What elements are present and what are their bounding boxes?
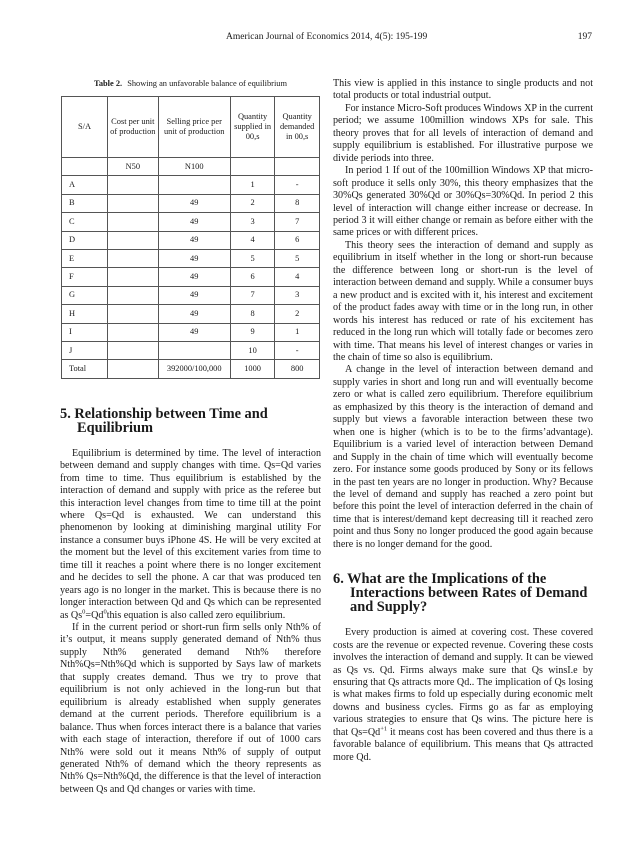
- table-cell: 49: [158, 268, 230, 286]
- table-caption-text: Showing an unfavorable balance of equilibrium: [127, 79, 287, 88]
- section-5-paragraph-2: If in the current period or short-run firm sells only Nth% of it’s output, it means supply generated demand of Nth% thus supply Nth% generated demand Nth% therefore Nth%Qs=Nth%Qd which is supported by Says law of markets that supply creates demand. Thus we try to prove that equilibrium is not only achieved in the long-run but that equilibrium is already established when supply generates demand at the current periods. Therefore equilibrium is a balance. Thus when forces interact there is a balance that varies with each stage of interaction, therefore if out of 1000 cars Nth% were sold out it means Nth% of supply of output generated Nth% of demand which the theory represents as Nth% Qs=Nth%Qd, the difference is that the level of interaction between Qs and Qd changes or varies with time.: [60, 622, 321, 795]
- table-cell: [108, 341, 158, 359]
- table-cell: 2: [275, 305, 320, 323]
- table-label: Table 2.: [94, 79, 123, 88]
- table-cell: [158, 176, 230, 194]
- table-cell: 49: [158, 305, 230, 323]
- table-cell: [275, 158, 320, 176]
- page-number: 197: [577, 32, 592, 42]
- table-cell: 4: [230, 231, 274, 249]
- journal-citation: American Journal of Economics 2014, 4(5): 195-199: [226, 32, 428, 42]
- superscript: 0: [103, 608, 107, 616]
- table-cell: C: [62, 213, 108, 231]
- table-row: [62, 323, 320, 341]
- table-cell: 2: [230, 194, 274, 212]
- table-cell: I: [62, 323, 108, 341]
- table-cell: B: [62, 194, 108, 212]
- table-header-cell: Cost per unit of production: [108, 97, 158, 158]
- table-cell: [108, 286, 158, 304]
- table-header-cell: Selling price per unit of production: [158, 97, 230, 158]
- table-cell: 10: [230, 341, 274, 359]
- table-header-cell: Quantity supplied in 00,s: [230, 97, 274, 158]
- table-row: [62, 176, 320, 194]
- section-6-heading: 6. What are the Implications of the Interactions between Rates of Demand and Supply?: [333, 571, 588, 616]
- paragraph: A change in the level of interaction between demand and supply varies in short and long run and will eventually become zero or what is called zero equilibrium. Therefore equilibrium as emphasized by this theory is the interaction of demand and supply but views a favorable interaction between these two when one is higher (which is to be to the firms’advantage). Equilibrium is a varied level of interaction between Demand and Supply in the chain of time which will eventually become zero. For instance some goods produced by Sony or its fellows in the past ten years are no longer in production. Why? Because the level of demand and supply has reached a zero point but before this point the level of interaction deferred in the chain of time that is interest/demand kept decreasing till it reached zero point and thus Sony no longer produced the good again because there is no longer demand for the good.: [333, 364, 593, 550]
- table-cell: 49: [158, 194, 230, 212]
- table-cell: 49: [158, 286, 230, 304]
- table-cell: A: [62, 176, 108, 194]
- paragraph-text: Every production is aimed at covering cost. These covered costs are the revenue or expected revenue. Covering these costs involves the interaction of demand and supply. It can be viewed as Qs vs. Qd. Firms always make sure that Qs winsI.e by ensuring that Qs attracts more Qd.. The implication of Qs losing is what makes firms to fold up especially during economic melt downs and business cycles. Firms go as far as employing various strategies to ensure that Qs wins. The picture here is that Qs=Qd: [333, 627, 593, 738]
- table-cell: H: [62, 305, 108, 323]
- section-6-paragraph-1: [333, 627, 593, 764]
- table-cell: -: [275, 341, 320, 359]
- table-cell: 49: [158, 231, 230, 249]
- table-header-cell: Quantity demanded in 00,s: [275, 97, 320, 158]
- table-row: [62, 158, 320, 176]
- table-cell: Total: [62, 360, 108, 378]
- paragraph-text: Equilibrium is determined by time. The level of interaction between demand and supply changes with time. Qs=Qd varies from time to time. Thus equilibrium is established by the interaction of demand and supply with price as the referee but this interaction level changes from time to time till at the point where Qs=Qd is exhausted. We can understand this phenomenon by looking at diminishing marginal utility For instance a consumer buys iPhone 4S. He will be very excited at the moment but the level of this excitement varies from time to time till it reaches a point where there is no longer excitement and he decides to sell the phone. A car that was produced ten years ago is no longer in the market. This is because there is no longer interaction between Qd and Qs which can be represented as Qs: [60, 447, 321, 621]
- table-cell: 49: [158, 213, 230, 231]
- table-cell: [108, 176, 158, 194]
- table-cell: [108, 323, 158, 341]
- table-total-row: [62, 360, 320, 378]
- table-header-cell: S/A: [62, 97, 108, 158]
- table-cell: 49: [158, 249, 230, 267]
- paragraph-text: =Qd: [85, 609, 104, 621]
- table-cell: 9: [230, 323, 274, 341]
- table-cell: [108, 213, 158, 231]
- table-cell: 6: [230, 268, 274, 286]
- table-row: [62, 268, 320, 286]
- paragraph-text: it means cost has been covered and thus there is a favorable balance of equilibrium. This means that Qs attracted more Qd.: [333, 726, 593, 763]
- table-row: [62, 341, 320, 359]
- table-cell: N100: [158, 158, 230, 176]
- table-cell: 8: [275, 194, 320, 212]
- paragraph: This theory sees the interaction of demand and supply as equilibrium in itself whether in the long or short-run because the difference between long or short-run is the level of interaction between demand and supply. While a consumer buys a new product and is excited with it, his interest and excitement of the product fades away with time or in the long run, in other words his interest has reduced or rate of his excitement has reduced in the long run which will totally fade or becomes zero with time. That means his level of interest changes or varies in the chain of time so also is equilibrium.: [333, 239, 593, 363]
- table-row: [62, 286, 320, 304]
- equilibrium-table: [61, 96, 320, 379]
- table-cell: 8: [230, 305, 274, 323]
- table-cell: -: [275, 176, 320, 194]
- table-cell: 3: [275, 286, 320, 304]
- paragraph: In period 1 If out of the 100million Windows XP that micro-soft produce it sells only 30%, this theory emphasizes that the 30%Qs generated 30%Qd or 30%Qs=30%Qd. In period 2 this level of interaction will change either increase or decrease. In period 3 it will either change or remain as before either with the same prices or with different prices.: [333, 165, 593, 239]
- table-cell: 4: [275, 268, 320, 286]
- table-cell: 1: [275, 323, 320, 341]
- table-cell: [108, 194, 158, 212]
- table-cell: 800: [275, 360, 320, 378]
- table-cell: 7: [275, 213, 320, 231]
- table-cell: 6: [275, 231, 320, 249]
- paragraph: This view is applied in this instance to single products and not total products or total industrial output.: [333, 78, 593, 102]
- table-cell: [108, 231, 158, 249]
- table-cell: G: [62, 286, 108, 304]
- table-cell: N50: [108, 158, 158, 176]
- table-row: [62, 213, 320, 231]
- table-row: [62, 231, 320, 249]
- section-5-paragraph-1: [60, 448, 321, 622]
- paragraph-text: this equation is also called zero equilibrium.: [106, 609, 286, 621]
- table-row: [62, 305, 320, 323]
- superscript: +1: [380, 725, 388, 733]
- table-cell: 1: [230, 176, 274, 194]
- table-cell: 3: [230, 213, 274, 231]
- table-cell: [158, 341, 230, 359]
- table-header-row: [62, 97, 320, 158]
- table-cell: 5: [230, 249, 274, 267]
- table-cell: D: [62, 231, 108, 249]
- table-cell: F: [62, 268, 108, 286]
- table-cell: J: [62, 341, 108, 359]
- table-caption: [60, 78, 321, 89]
- left-column: [60, 78, 321, 796]
- table-row: [62, 249, 320, 267]
- table-cell: 7: [230, 286, 274, 304]
- table-cell: 49: [158, 323, 230, 341]
- superscript: 0: [82, 608, 86, 616]
- right-column: [333, 78, 593, 764]
- table-row: [62, 194, 320, 212]
- table-cell: [108, 360, 158, 378]
- table-cell: [230, 158, 274, 176]
- table-cell: E: [62, 249, 108, 267]
- paragraph: For instance Micro-Soft produces Windows XP in the current period; we assume 100million windows XPs for sale. This theory proves that for all levels of interaction of demand and supply equilibrium is established. For illustrative purpose we divide periods into three.: [333, 102, 593, 164]
- table-cell: [108, 268, 158, 286]
- table-cell: 392000/100,000: [158, 360, 230, 378]
- table-cell: [62, 158, 108, 176]
- table-cell: 5: [275, 249, 320, 267]
- table-cell: [108, 305, 158, 323]
- table-cell: [108, 249, 158, 267]
- running-head: [0, 32, 638, 46]
- section-5-heading: 5. Relationship between Time and Equilibrium: [60, 405, 268, 436]
- table-cell: 1000: [230, 360, 274, 378]
